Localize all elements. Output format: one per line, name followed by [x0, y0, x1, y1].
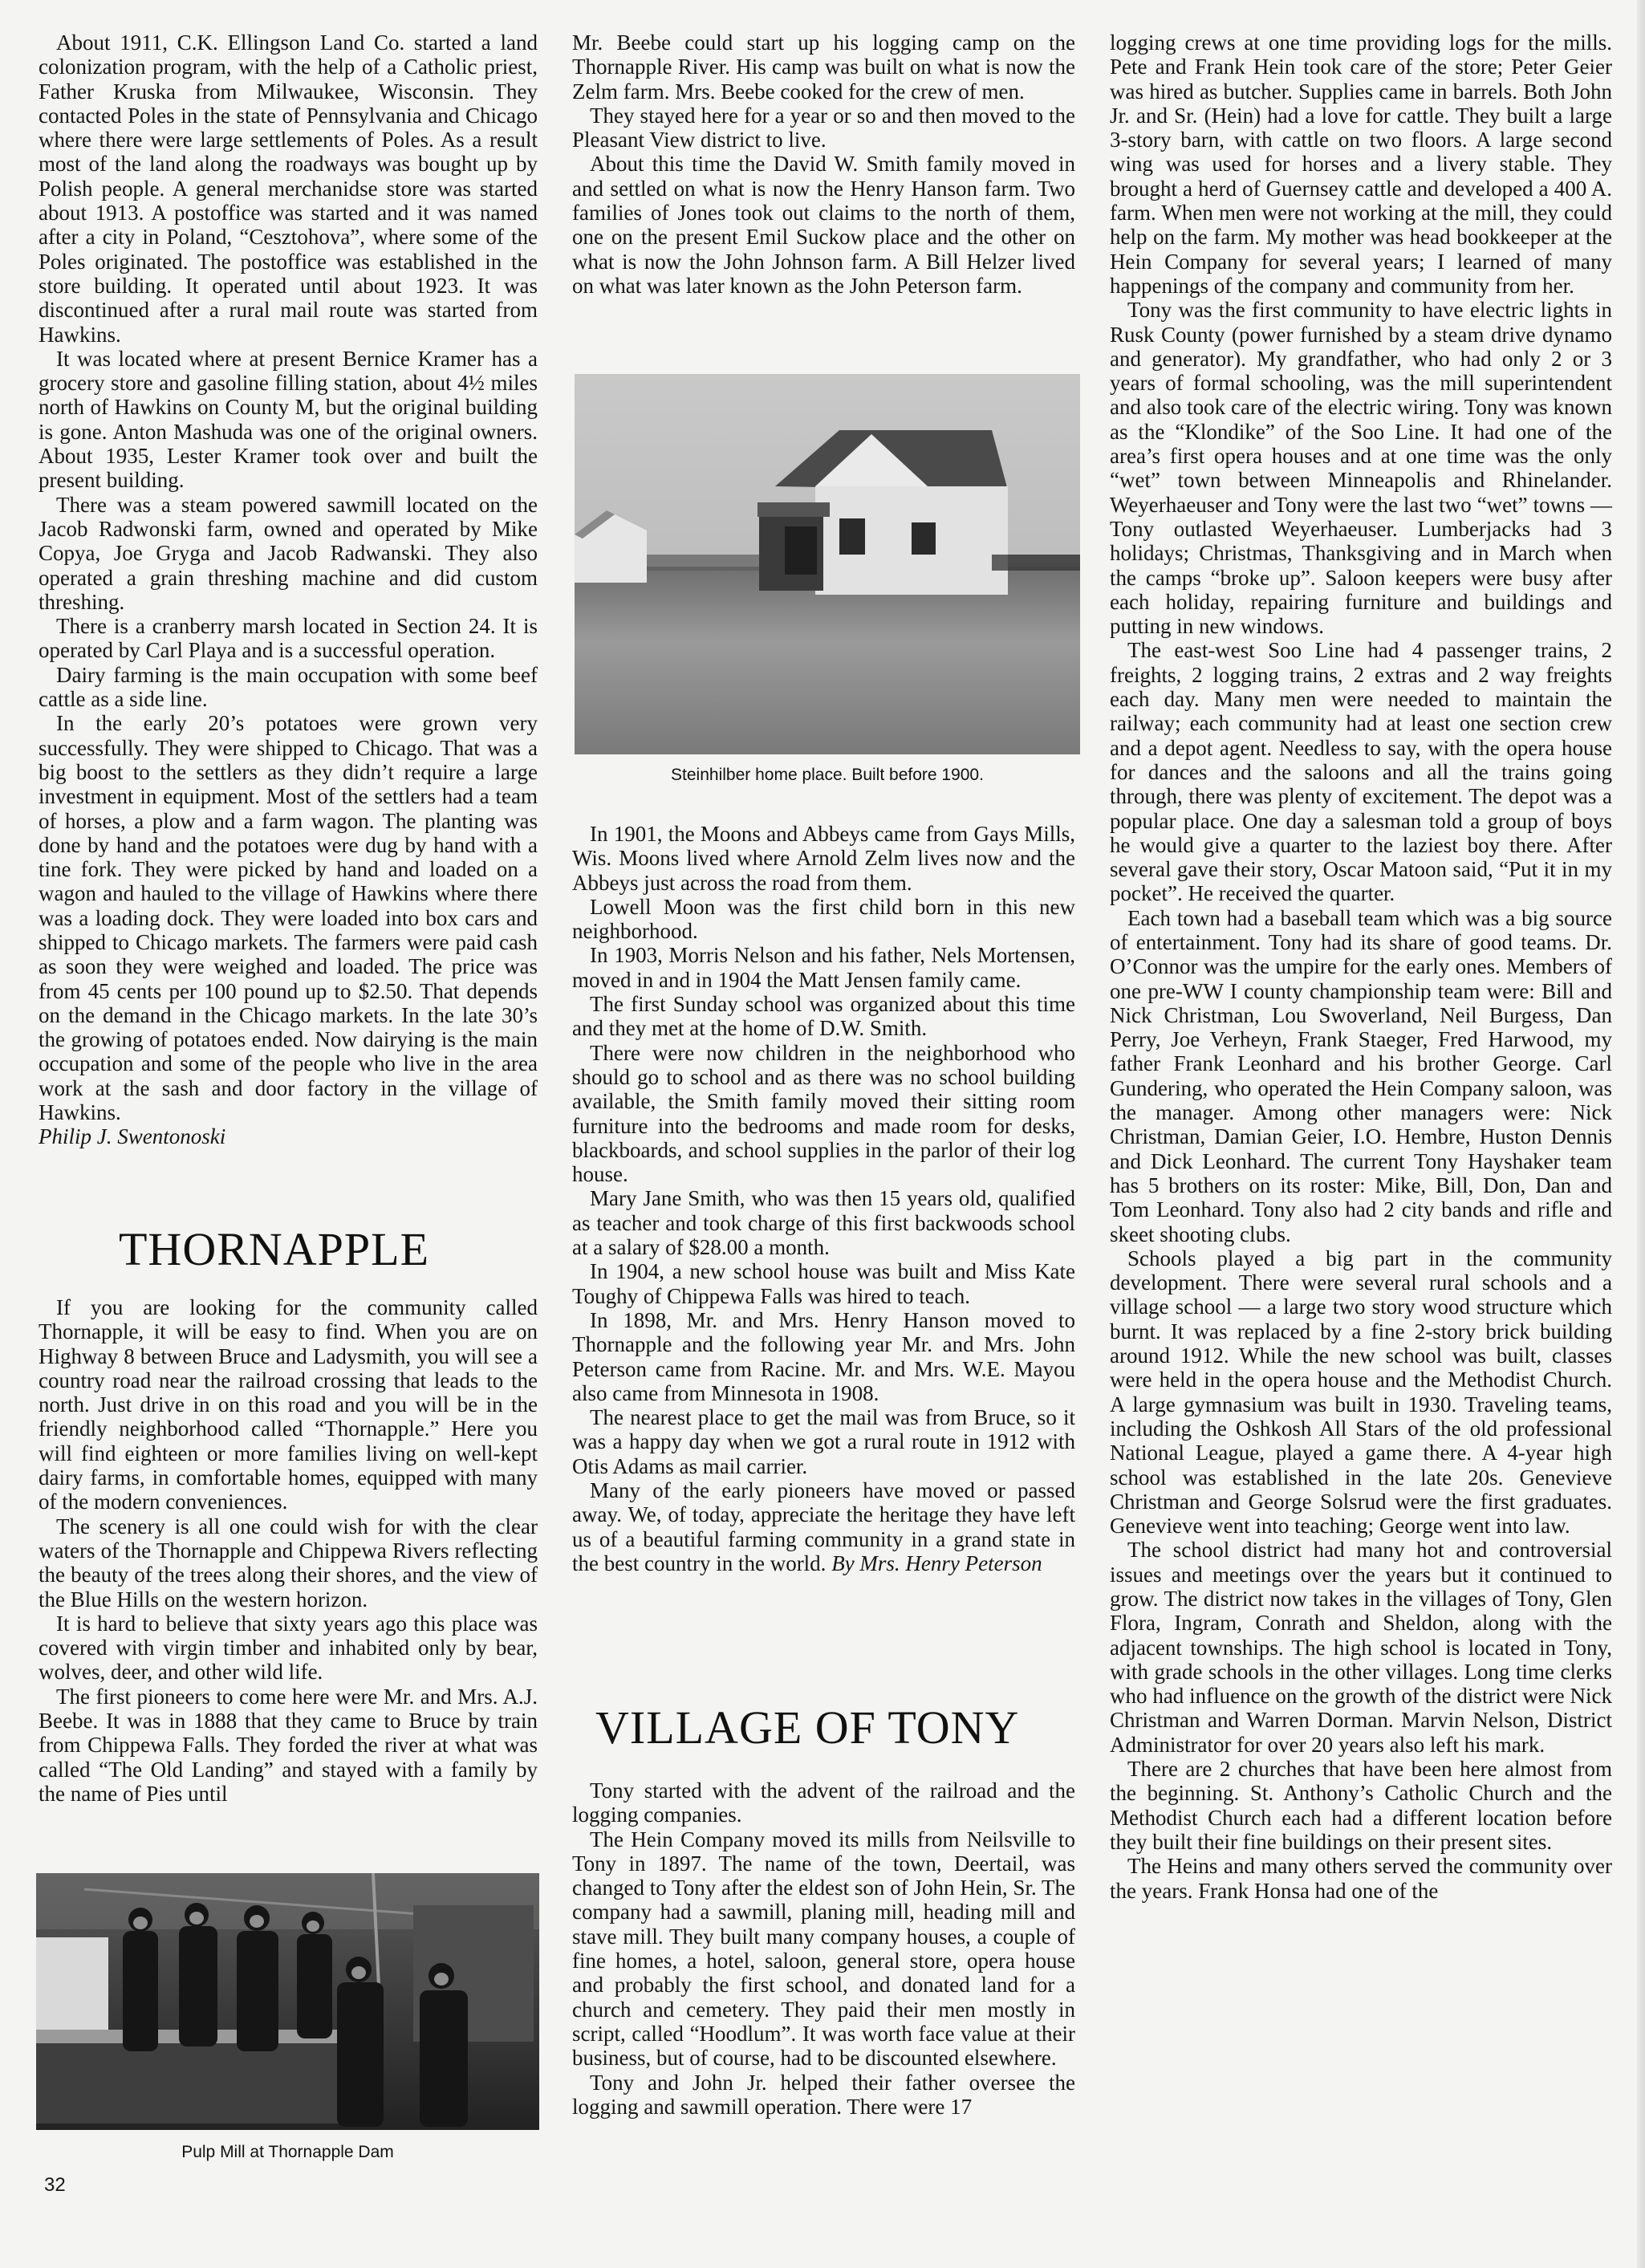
- paragraph: Tony was the first community to have electric lights in Rusk County (power furnished by a steam drive dynamo and generator). My grandfather, who had only 2 or 3 years of formal schooling, was the mill superintendent and also took care of the electric wiring. Tony was known as the “Klondike” of the Soo Line. It had one of the area’s first opera houses and at one time was the only “wet” town between Minneapolis and Rhinelander. Weyerhaeuser and Tony were the last two “wet” towns — Tony outlasted Weyerhaeuser. Lumberjacks had 3 holidays; Christmas, Thanksgiving and in March when the camps “broke up”. Saloon keepers were busy after each holiday, repairing furniture and buildings and putting in new windows.: [1110, 298, 1612, 639]
- photo-steinhilber-home: [575, 374, 1080, 754]
- paragraph: The first Sunday school was organized about this time and they met at the home of D.W. Smith.: [572, 992, 1075, 1041]
- paragraph: It was located where at present Bernice Kramer has a grocery store and gasoline filling station, about 4½ miles north of Hawkins on County M, but the original building is gone. Anton Mashuda was one of the original owners. About 1935, Lester Kramer took over and built the present building.: [39, 346, 538, 493]
- closing-text: Many of the early pioneers have moved or passed away. We, of today, appreciate the heritage they have left us of a beautiful farming community in a grand state in the best country in the world.: [572, 1478, 1075, 1575]
- column-2-tony: [572, 1778, 1075, 2119]
- paragraph: Schools played a big part in the community development. There were several rural schools and a village school — a large two story wood structure which burnt. It was replaced by a fine 2-story brick building around 1912. While the new school was built, classes were held in the opera house and the Methodist Church. A large gymnasium was built in 1930. Traveling teams, including the Oshkosh All Stars of the old professional National League, played a game there. A 4-year high school was established in the late 20s. Genevieve Christman and George Solsrud were the first graduates. Genevieve went into teaching; George went into law.: [1110, 1246, 1612, 1538]
- paragraph: The Hein Company moved its mills from Neilsville to Tony in 1897. The name of the town, Deertail, was changed to Tony after the eldest son of John Hein, Sr. The company had a sawmill, planing mill, heading mill and stave mill. They built many company houses, a couple of fine homes, a hotel, saloon, general store, opera house and probably the first school, and donated land for a church and cemetery. They paid their men mostly in script, called “Hoodlum”. It was worth face value at their business, but of course, had to be discounted elsewhere.: [572, 1827, 1075, 2071]
- paragraph: There was a steam powered sawmill located on the Jacob Radwonski farm, owned and operated by Mike Copya, Joe Gryga and Jacob Radwanski. They also operated a grain threshing machine and did custom threshing.: [39, 492, 538, 614]
- paragraph: If you are looking for the community called Thornapple, it will be easy to find. When you are on Highway 8 between Bruce and Ladysmith, you will see a country road near the railroad crossing that leads to the north. Just drive in on this road and you will be in the friendly neighborhood called “Thornapple.” Here you will find eighteen or more families living on well-kept dairy farms, in comfortable homes, equipped with many of the modern conveniences.: [39, 1295, 538, 1514]
- photo-caption: Steinhilber home place. Built before 1900.: [671, 766, 984, 784]
- scan-edge: [1637, 0, 1645, 2268]
- paragraph: In 1898, Mr. and Mrs. Henry Hanson moved to Thornapple and the following year Mr. and Mrs. John Peterson came from Racine. Mr. and Mrs. W.E. Mayou also came from Minnesota in 1908.: [572, 1307, 1075, 1405]
- steinhilber-home-illustration: [575, 374, 1080, 754]
- section-heading-thornapple: THORNAPPLE: [119, 1223, 430, 1275]
- paragraph: Dairy farming is the main occupation with some beef cattle as a side line.: [39, 662, 538, 712]
- paragraph: About this time the David W. Smith family moved in and settled on what is now the Henry Hanson farm. Two families of Jones took out claims to the north of them, one on the present Emil Suckow place and the other on what is now the John Johnson farm. A Bill Helzer lived on what was later known as the John Peterson farm.: [572, 152, 1075, 298]
- paragraph: About 1911, C.K. Ellingson Land Co. started a land colonization program, with the help of a Catholic priest, Father Kruska from Milwaukee, Wisconsin. They contacted Poles in the state of Pennsylvania and Chicago where there were large settlements of Poles. As a result most of the land along the roadways was bought up by Polish people. A general merchanidse store was started about 1913. A postoffice was started and it was named after a city in Poland, “Cesztohova”, where some of the Poles originated. The postoffice was established in the store building. It operated until about 1923. It was discontinued after a rural mail route was started from Hawkins.: [39, 30, 538, 347]
- pulp-mill-illustration: [36, 1873, 539, 2130]
- column-1: [39, 30, 538, 1149]
- paragraph: The first pioneers to come here were Mr. and Mrs. A.J. Beebe. It was in 1888 that they came to Bruce by train from Chippewa Falls. They forded the river at what was called “The Old Landing” and stayed with a family by the name of Pies until: [39, 1684, 538, 1806]
- paragraph: logging crews at one time providing logs for the mills. Pete and Frank Hein took care of the store; Peter Geier was hired as butcher. Supplies came in barrels. Both John Jr. and Sr. (Hein) had a love for cattle. They built a large 3-story barn, with cattle on two floors. A large second wing was used for horses and a livery stable. They brought a herd of Guernsey cattle and developed a 400 A. farm. When men were not working at the mill, they could help on the farm. My mother was head bookkeeper at the Hein Company for several years; I learned of many happenings of the company and community from her.: [1110, 30, 1612, 298]
- paragraph: Mary Jane Smith, who was then 15 years old, qualified as teacher and took charge of this first backwoods school at a salary of $28.00 a month.: [572, 1186, 1075, 1260]
- column-2: [572, 30, 1075, 298]
- page-number: 32: [44, 2174, 66, 2196]
- column-2-mid: [572, 822, 1075, 1575]
- paragraph: Tony and John Jr. helped their father oversee the logging and sawmill operation. There were 17: [572, 2070, 1075, 2119]
- paragraph: In 1903, Morris Nelson and his father, Nels Mortensen, moved in and in 1904 the Matt Jensen family came.: [572, 943, 1075, 992]
- paragraph: The nearest place to get the mail was from Bruce, so it was a happy day when we got a rural route in 1912 with Otis Adams as mail carrier.: [572, 1405, 1075, 1478]
- paragraph: The scenery is all one could wish for with the clear waters of the Thornapple and Chippewa Rivers reflecting the beauty of the trees along their shores, and the view of the Blue Hills on the western horizon.: [39, 1514, 538, 1612]
- paragraph: It is hard to believe that sixty years ago this place was covered with virgin timber and inhabited only by bear, wolves, deer, and other wild life.: [39, 1611, 538, 1685]
- byline: Philip J. Swentonoski: [39, 1124, 226, 1149]
- paragraph: In 1904, a new school house was built and Miss Kate Toughy of Chippewa Falls was hired to teach.: [572, 1259, 1075, 1308]
- paragraph: Mr. Beebe could start up his logging camp on the Thornapple River. His camp was built on what is now the Zelm farm. Mrs. Beebe cooked for the crew of men.: [572, 30, 1075, 104]
- paragraph: Tony started with the advent of the railroad and the logging companies.: [572, 1778, 1075, 1827]
- photo-caption: Pulp Mill at Thornapple Dam: [181, 2143, 394, 2161]
- paragraph: There are 2 churches that have been here almost from the beginning. St. Anthony’s Catholic Church and the Methodist Church each had a different location before they built their fine buildings on their present sites.: [1110, 1757, 1612, 1854]
- photo-pulp-mill: [36, 1873, 539, 2130]
- column-1-thornapple: [39, 1295, 538, 1806]
- paragraph: There is a cranberry marsh located in Section 24. It is operated by Carl Playa and is a successful operation.: [39, 614, 538, 663]
- paragraph: In the early 20’s potatoes were grown very successfully. They were shipped to Chicago. That was a big boost to the settlers as they didn’t require a large investment in equipment. Most of the settlers had a team of horses, a plow and a farm wagon. The planting was done by hand and the potatoes were dug by hand with a tine fork. They were picked by hand and loaded on a wagon and hauled to the village of Hawkins where there was a loading dock. They were loaded into box cars and shipped to Chicago markets. The farmers were paid cash as soon they were weighed and loaded. The price was from 45 cents per 100 pound up to $2.50. That depends on the demand in the Chicago markets. In the late 30’s the growing of potatoes ended. Now dairying is the main occupation and some of the people who live in the area work at the sash and door factory in the village of Hawkins.: [39, 711, 538, 1125]
- column-3: [1110, 30, 1612, 1903]
- paragraph: [572, 1478, 1075, 1575]
- byline: By Mrs. Henry Peterson: [831, 1551, 1042, 1575]
- paragraph: In 1901, the Moons and Abbeys came from Gays Mills, Wis. Moons lived where Arnold Zelm lives now and the Abbeys just across the road from them.: [572, 822, 1075, 895]
- paragraph: They stayed here for a year or so and then moved to the Pleasant View district to live.: [572, 103, 1075, 152]
- paragraph: The Heins and many others served the community over the years. Frank Honsa had one of the: [1110, 1854, 1612, 1903]
- paragraph: There were now children in the neighborhood who should go to school and as there was no school building available, the Smith family moved their sitting room furniture into the bedrooms and made room for desks, blackboards, and school supplies in the parlor of their log house.: [572, 1040, 1075, 1187]
- paragraph: Each town had a baseball team which was a big source of entertainment. Tony had its share of good teams. Dr. O’Connor was the umpire for the early ones. Members of one pre-WW I county championship team were: Bill and Nick Christman, Lou Swoverland, Neil Burgess, Dan Perry, Joe Verheyn, Frank Staeger, Fred Harwood, my father Frank Leonhard and his brother George. Carl Gundering, who operated the Hein Company saloon, was the manager. Among other managers were: Nick Christman, Damian Geier, I.O. Hembre, Huston Dennis and Dick Leonhard. The current Tony Hayshaker team has 5 brothers on its roster: Mike, Bill, Don, Dan and Tom Leonhard. Tony also had 2 city bands and rifle and skeet shooting clubs.: [1110, 905, 1612, 1246]
- paragraph: Lowell Moon was the first child born in this new neighborhood.: [572, 894, 1075, 944]
- section-heading-village-of-tony: VILLAGE OF TONY: [595, 1701, 1020, 1754]
- paragraph: The east-west Soo Line had 4 passenger trains, 2 freights, 2 logging trains, 2 extras and 2 way freights each day. Many men were needed to maintain the railway; each community had at least one section crew and a depot agent. Needless to say, with the opera house for dances and the saloons and all the trains going through, there was plenty of excitement. The depot was a popular place. One day a salesman told a group of boys he would give a quarter to the laziest boy there. After several gave their story, Oscar Matoon said, “Put it in my pocket”. He received the quarter.: [1110, 638, 1612, 906]
- paragraph: The school district had many hot and controversial issues and meetings over the years but it continued to grow. The district now takes in the villages of Tony, Glen Flora, Ingram, Conrath and Sheldon, along with the adjacent townships. The high school is located in Tony, with grade schools in the other villages. Long time clerks who had influence on the growth of the district were Nick Christman and Warren Dorman. Marvin Nelson, District Administrator for over 20 years also left his mark.: [1110, 1538, 1612, 1757]
